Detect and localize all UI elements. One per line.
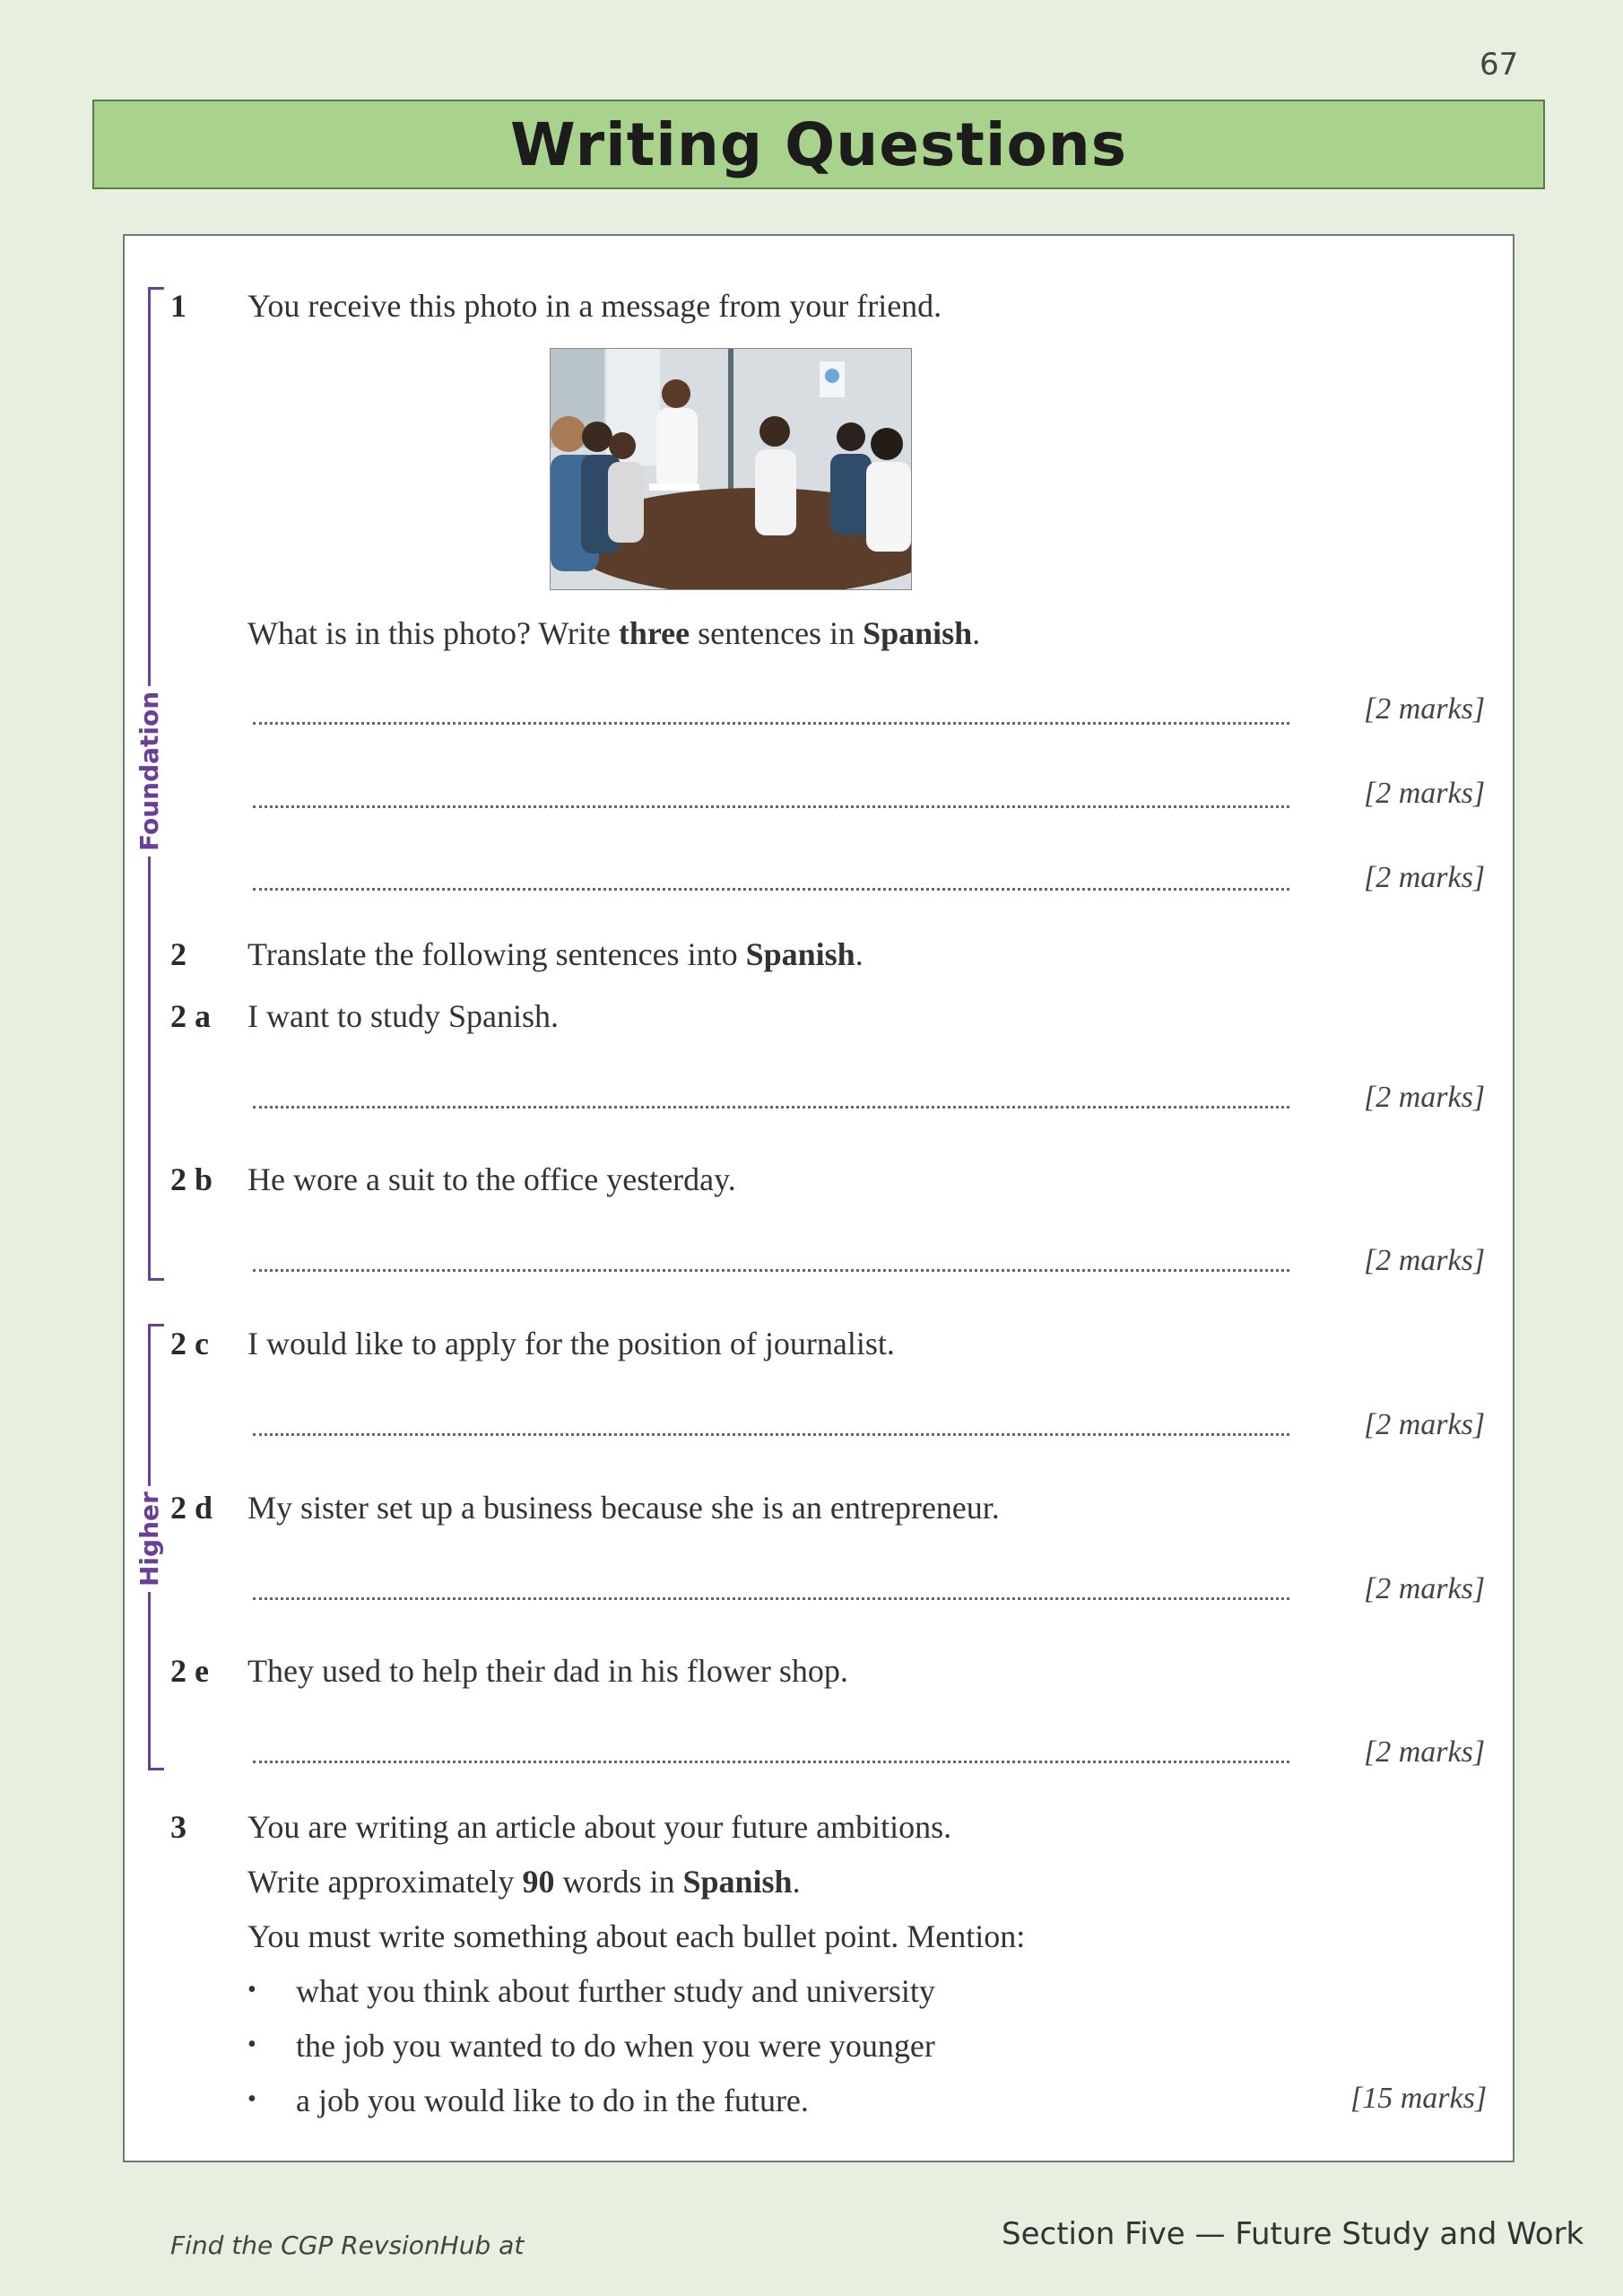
q3-number: 3 [170,1809,187,1845]
answer-line-q2a[interactable] [253,1106,1289,1109]
q1-prompt-bold-spanish: Spanish [863,615,973,651]
marks-q1-1: [2 marks] [1364,692,1486,726]
q2-text [247,935,864,973]
q2-number: 2 [170,936,187,972]
q1-prompt-part: What is in this photo? Write [247,615,619,651]
q2d-text: My sister set up a business because she is an entrepreneur. [247,1490,1000,1526]
q2d-number: 2 d [170,1490,213,1526]
answer-line-q2e[interactable] [253,1761,1289,1763]
q2e-text: They used to help their dad in his flower shop. [247,1653,848,1689]
q3-bullet-3: a job you would like to do in the future. [296,2083,809,2118]
bullet-dot-1: • [247,1976,256,2004]
foundation-label: Foundation [135,686,164,857]
footer-revisionhub-text: Find the CGP RevsionHub at [170,2231,525,2260]
meeting-photo [550,348,912,590]
answer-line-q1-3[interactable] [253,888,1289,891]
q1-prompt-part: . [972,615,981,651]
higher-bracket-top [148,1324,164,1326]
marks-q2d: [2 marks] [1364,1572,1486,1605]
q2-text-bold: Spanish [745,936,855,972]
page-title: Writing Questions [509,109,1128,179]
foundation-bracket-top [148,287,164,290]
q2c-text: I would like to apply for the position of journalist. [247,1326,895,1361]
page-number: 67 [1480,47,1519,83]
title-banner [92,100,1545,189]
q1-prompt-bold-three: three [618,615,690,651]
q1-number: 1 [170,288,187,324]
bullet-dot-3: • [247,2085,256,2113]
q3-line2-part: words in [554,1864,683,1900]
q2a-text: I want to study Spanish. [247,998,559,1034]
q3-bullet-2: the job you wanted to do when you were younger [296,2028,935,2064]
q2c-number: 2 c [170,1326,209,1361]
answer-line-q1-1[interactable] [253,722,1289,725]
foundation-bracket-bottom [148,1278,164,1281]
q2b-number: 2 b [170,1161,213,1197]
q3-line2 [247,1863,801,1900]
q3-line2-part: Write approximately [247,1864,523,1900]
higher-label: Higher [135,1486,164,1592]
marks-q3: [15 marks] [1350,2082,1488,2115]
q3-line3: You must write something about each bullet point. Mention: [247,1918,1026,1954]
q2b-text: He wore a suit to the office yesterday. [247,1161,736,1197]
q1-prompt [247,614,980,652]
bullet-dot-2: • [247,2031,256,2058]
q1-text: You receive this photo in a message from your friend. [247,288,942,324]
answer-line-q2c[interactable] [253,1433,1289,1436]
marks-q2c: [2 marks] [1364,1408,1486,1441]
q3-line2-bold-90: 90 [522,1864,555,1900]
higher-bracket-bottom [148,1768,164,1770]
q2-text-part: Translate the following sentences into [247,936,746,972]
marks-q2a: [2 marks] [1364,1081,1486,1114]
marks-q1-2: [2 marks] [1364,777,1486,810]
q2a-number: 2 a [170,998,211,1034]
q2e-number: 2 e [170,1653,209,1689]
marks-q2b: [2 marks] [1364,1244,1486,1277]
answer-line-q1-2[interactable] [253,805,1289,808]
answer-line-q2b[interactable] [253,1269,1289,1272]
q3-bullet-1: what you think about further study and university [296,1973,935,2009]
marks-q2e: [2 marks] [1364,1735,1486,1769]
q3-line1: You are writing an article about your future ambitions. [247,1809,952,1845]
q1-prompt-part: sentences in [690,615,864,651]
q2-text-part: . [855,936,864,972]
footer-section-title: Section Five — Future Study and Work [1002,2216,1584,2252]
marks-q1-3: [2 marks] [1364,861,1486,894]
answer-line-q2d[interactable] [253,1597,1289,1600]
q3-line2-bold-spanish: Spanish [682,1864,793,1900]
q3-line2-part: . [792,1864,801,1900]
